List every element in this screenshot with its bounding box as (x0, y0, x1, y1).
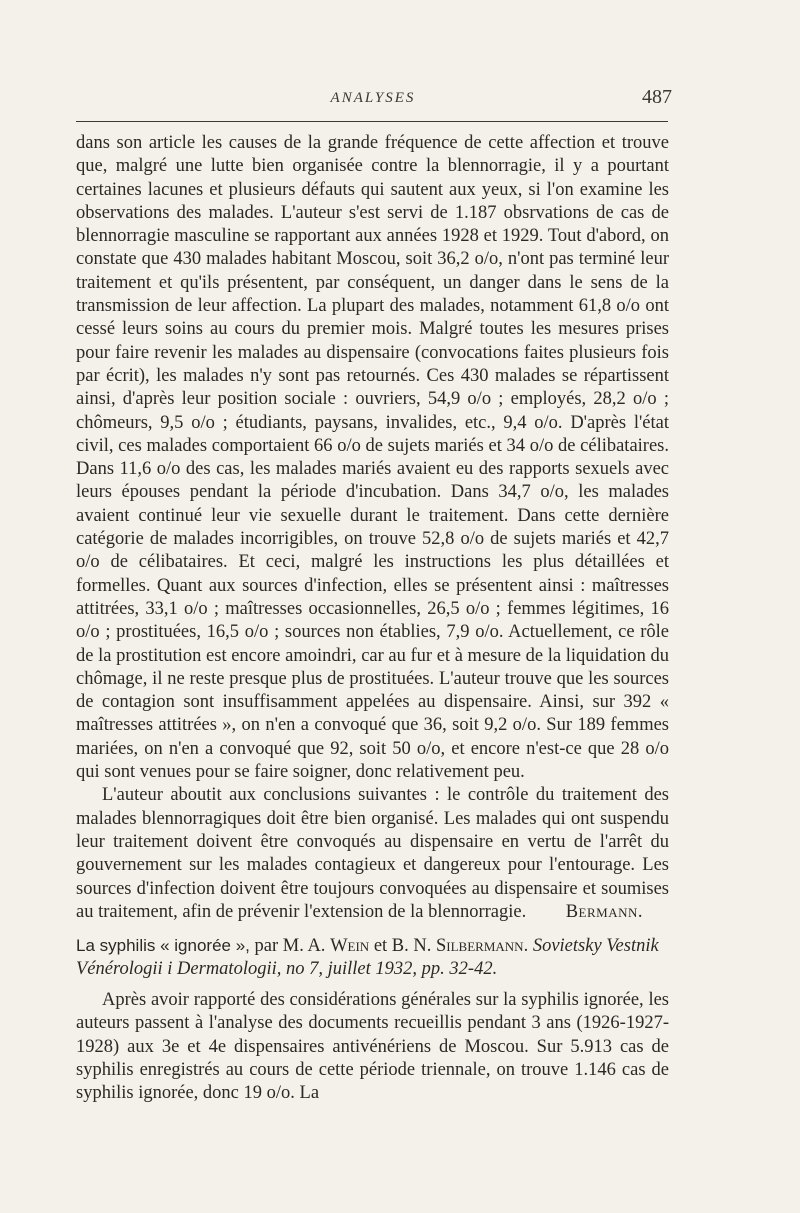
page-header (76, 86, 670, 116)
article-by: par M. A. (254, 936, 326, 957)
article-journal: Sovietsky Vestnik Vénérologii i Dermatologii, (76, 936, 659, 980)
header-rule (76, 121, 668, 122)
article-heading (76, 934, 669, 981)
article-author-1: Wein (330, 936, 370, 957)
page-number: 487 (642, 86, 672, 108)
paragraph-conclusions-text: L'auteur aboutit aux conclusions suivantes : le contrôle du traitement des malades blennorragiques doit être bien organisé. Les malades qui ont suspendu leur traitement doivent être convoqués au dispensaire en vertu de l'arrêt du gouvernement sur les malades contagieux et dangereux pour l'entourage. Les sources d'infection doivent être toujours convoquées au dispensaire et soumises au traitement, afin de prévenir l'extension de la blennorragie. (76, 785, 669, 922)
article-and: et B. N. (373, 936, 432, 957)
paragraph-conclusions (76, 784, 669, 924)
article-details: no 7, juillet 1932, pp. 32-42. (286, 959, 498, 980)
paragraph-syphilis: Après avoir rapporté des considérations générales sur la syphilis ignorée, les auteurs passent à l'analyse des documents recueillis pendant 3 ans (1926-1927-1928) aux 3e et 4e dispensaires antivénériens de Moscou. Sur 5.913 cas de syphilis enregistrés au cours de cette période triennale, on trouve 1.146 cas de syphilis ignorée, donc 19 o/o. La (76, 990, 669, 1104)
running-title: ANALYSES (330, 90, 416, 106)
reviewer-signature: Bermann. (565, 901, 643, 922)
paragraph-continued: dans son article les causes de la grande fréquence de cette affection et trouve que, malgré une lutte bien organisée contre la blennorragie, il y a pourtant certaines lacunes et plusieurs défauts qui sautent aux yeux, si l'on examine les observations des malades. L'auteur s'est servi de 1.187 obsrvations de cas de blennorragie masculine se rapportant aux années 1928 et 1929. Tout d'abord, on constate que 430 malades habitant Moscou, soit 36,2 o/o, n'ont pas terminé leur traitement et qu'ils présentent, par conséquent, un danger dans le sens de la transmission de leur affection. La plupart des malades, notamment 61,8 o/o ont cessé leurs soins au cours du premier mois. Malgré toutes les mesures prises pour faire revenir les malades au dispensaire (convocations faites plusieurs fois par écrit), les malades n'y sont pas retournés. Ces 430 malades se répartissent ainsi, d'après leur position sociale : ouvriers, 54,9 o/o ; employés, 28,2 o/o ; chômeurs, 9,5 o/o ; étudiants, paysans, invalides, etc., 9,4 o/o. D'après l'état civil, ces malades comportaient 66 o/o de sujets mariés et 34 o/o de célibataires. Dans 11,6 o/o des cas, les malades mariés avaient eu des rapports sexuels avec leurs épouses pendant la période d'incubation. Dans 34,7 o/o, les malades avaient continué leur vie sexuelle durant le traitement. Dans cette dernière catégorie de malades incorrigibles, on trouve 52,8 o/o de sujets mariés et 42,7 o/o de célibataires. Et ceci, malgré les instructions les plus détaillées et formelles. Quant aux sources d'infection, elles se présentent ainsi : maîtresses attitrées, 33,1 o/o ; maîtresses occasionnelles, 26,5 o/o ; femmes légitimes, 16 o/o ; prostituées, 16,5 o/o ; sources non établies, 7,9 o/o. Actuellement, ce rôle de la prostitution est encore amoindri, car au fur et à mesure de la liquidation du chômage, il ne reste presque plus de prostituées. L'auteur trouve que les sources de contagion sont insuffisamment appelées au dispensaire. Ainsi, sur 392 « maîtresses attitrées », on n'en a convoqué que 36, soit 9,2 o/o. Sur 189 femmes mariées, on n'en a convoqué que 92, soit 50 o/o, et encore n'est-ce que 28 o/o qui sont venues pour se faire soigner, donc relativement peu. (76, 133, 669, 783)
article-title: La syphilis « ignorée », (76, 936, 250, 956)
page-body (76, 132, 669, 1106)
article-author-2: Silbermann. (436, 936, 529, 957)
